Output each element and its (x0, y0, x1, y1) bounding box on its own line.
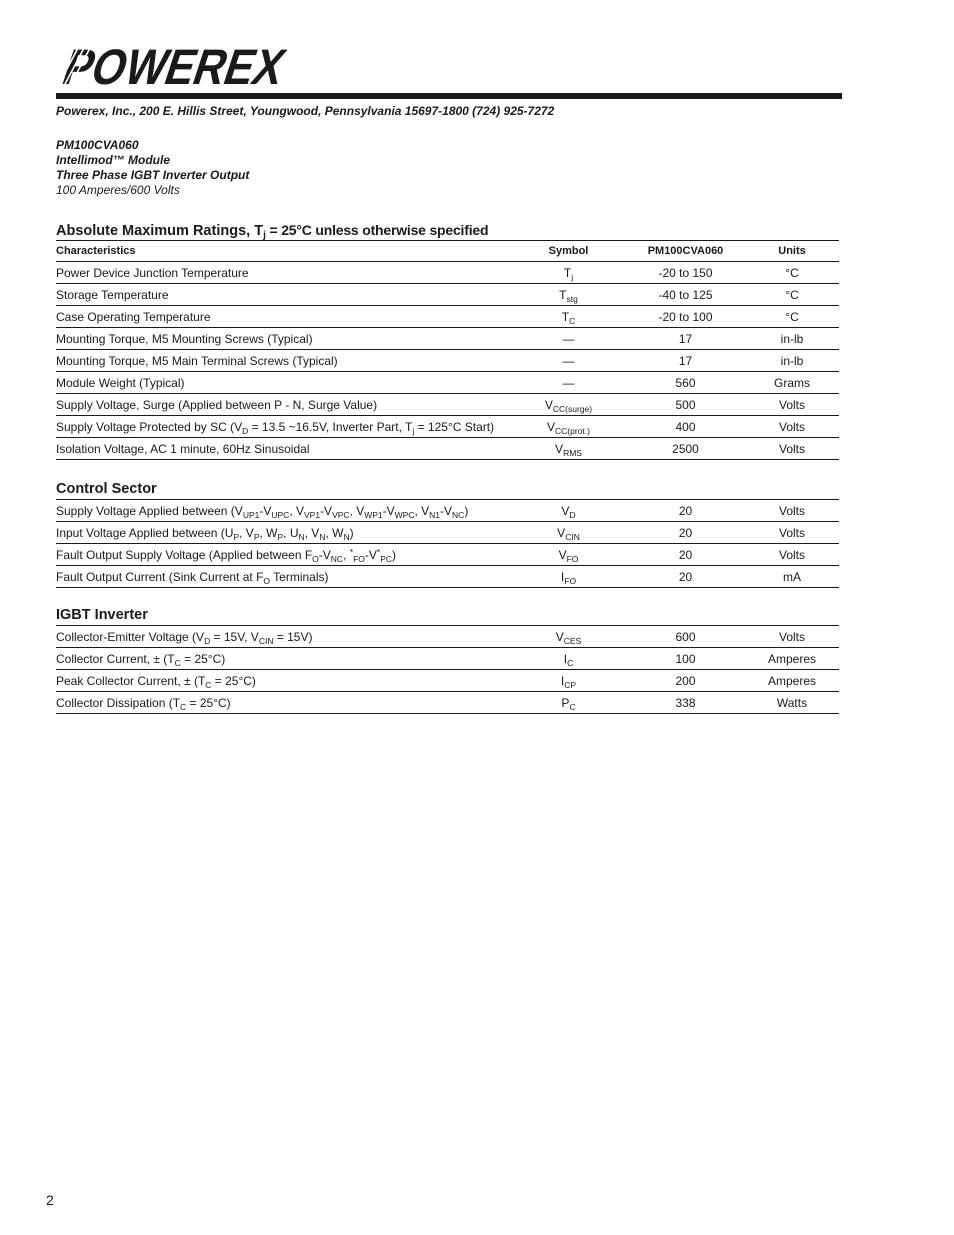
unit-cell: Volts (745, 500, 839, 522)
unit-cell: Grams (745, 372, 839, 394)
unit-cell: mA (745, 566, 839, 588)
table-row (56, 692, 839, 714)
characteristic-cell: Collector Current, ± $(T_C = 25^\circ C)$ (56, 648, 511, 670)
unit-cell: Amperes (745, 648, 839, 670)
control-sector-title: Control Sector (56, 481, 157, 497)
characteristic-cell: Fault Output Current (Sink Current at $F_O$ Terminals) (56, 566, 511, 588)
symbol-cell: — (511, 350, 626, 372)
absolute-ratings-table (56, 240, 839, 460)
unit-cell: °C (745, 284, 839, 306)
product-title-block (56, 138, 249, 198)
unit-cell: in-lb (745, 328, 839, 350)
value-cell: 20 (626, 566, 745, 588)
value-cell: 338 (626, 692, 745, 714)
unit-cell: Volts (745, 522, 839, 544)
table-row (56, 544, 839, 566)
header-part: PM100CVA060 (626, 241, 745, 262)
value-cell: 20 (626, 522, 745, 544)
control-sector-section (56, 479, 839, 588)
symbol-cell: $V_{FO}$ (511, 544, 626, 566)
unit-cell: Watts (745, 692, 839, 714)
unit-cell: °C (745, 306, 839, 328)
value-cell: 200 (626, 670, 745, 692)
unit-cell: Volts (745, 394, 839, 416)
table-row (56, 522, 839, 544)
characteristic-cell: Supply Voltage Protected by SC ($V_D = 13.5$ ~16.5V, Inverter Part, $T_j = 125^\circ C$ Start) (56, 416, 511, 438)
value-cell: 560 (626, 372, 745, 394)
characteristic-cell: Peak Collector Current, ± $(T_C = 25^\circ C)$ (56, 670, 511, 692)
absolute-ratings-rows (56, 262, 839, 460)
igbt-inverter-rows (56, 626, 839, 714)
part-number: PM100CVA060 (56, 138, 139, 152)
characteristic-cell: Isolation Voltage, AC 1 minute, 60Hz Sinusoidal (56, 438, 511, 460)
table-row (56, 670, 839, 692)
header-symbol: Symbol (511, 241, 626, 262)
symbol-cell: $I_C$ (511, 648, 626, 670)
igbt-inverter-title: IGBT Inverter (56, 607, 148, 623)
characteristic-cell: Mounting Torque, M5 Main Terminal Screws (Typical) (56, 350, 511, 372)
unit-cell: Amperes (745, 670, 839, 692)
table-row (56, 262, 839, 284)
symbol-cell: $T_j$ (511, 262, 626, 284)
header-characteristics: Characteristics (56, 241, 511, 262)
symbol-cell: $V_{RMS}$ (511, 438, 626, 460)
table-row (56, 500, 839, 522)
powerex-logo (56, 39, 330, 95)
absolute-ratings-title: Absolute Maximum Ratings, $T_j = 25^\circ C$ unless otherwise specified (56, 222, 489, 241)
value-cell: 500 (626, 394, 745, 416)
unit-cell: Volts (745, 626, 839, 648)
product-description: Three Phase IGBT Inverter Output (56, 168, 250, 182)
table-row (56, 438, 839, 460)
value-cell: 400 (626, 416, 745, 438)
product-rating: 100 Amperes/600 Volts (56, 183, 180, 197)
company-address: Powerex, Inc., 200 E. Hillis Street, Youngwood, Pennsylvania 15697-1800 (724) 925-7272 (56, 104, 555, 118)
symbol-cell: $V_{CC(surge)}$ (511, 394, 626, 416)
control-sector-rows (56, 500, 839, 588)
characteristic-cell: Storage Temperature (56, 284, 511, 306)
unit-cell: Volts (745, 438, 839, 460)
value-cell: -20 to 100 (626, 306, 745, 328)
table-row (56, 648, 839, 670)
characteristic-cell: Supply Voltage Applied between ($V_{UP1}-V_{UPC}$, $V_{VP1}-V_{VPC}$, $V_{WP1}-V_{WPC}$, $V_{N1}-V_{NC}$) (56, 500, 511, 522)
table-row (56, 328, 839, 350)
symbol-cell: $T_C$ (511, 306, 626, 328)
unit-cell: Volts (745, 416, 839, 438)
table-row (56, 626, 839, 648)
characteristic-cell: Collector Dissipation $(T_C = 25^\circ C)$ (56, 692, 511, 714)
product-family: Intellimod™ Module (56, 153, 170, 167)
symbol-cell: $V_D$ (511, 500, 626, 522)
symbol-cell: $P_C$ (511, 692, 626, 714)
characteristic-cell: Fault Output Supply Voltage (Applied between $F_O-V_{NC}$, $^*_{FO}-V^*_{PC}$) (56, 544, 511, 566)
characteristic-cell: Input Voltage Applied between ($U_P$, $V_P$, $W_P$, $U_N$, $V_N$, $W_N$) (56, 522, 511, 544)
header-units: Units (745, 241, 839, 262)
table-row (56, 306, 839, 328)
value-cell: 600 (626, 626, 745, 648)
page-number: 2 (46, 1192, 54, 1208)
characteristic-cell: Collector-Emitter Voltage ($V_D = 15V$, $V_{CIN} = 15V$) (56, 626, 511, 648)
symbol-cell: $I_{FO}$ (511, 566, 626, 588)
value-cell: 20 (626, 544, 745, 566)
symbol-cell: — (511, 372, 626, 394)
igbt-inverter-table (56, 625, 839, 714)
symbol-cell: $V_{CC(prot.)}$ (511, 416, 626, 438)
unit-cell: Volts (745, 544, 839, 566)
symbol-cell: $V_{CES}$ (511, 626, 626, 648)
table-row (56, 566, 839, 588)
symbol-cell: $V_{CIN}$ (511, 522, 626, 544)
header-rule (56, 93, 842, 99)
value-cell: 100 (626, 648, 745, 670)
logo-text: POWEREX (56, 39, 330, 95)
unit-cell: °C (745, 262, 839, 284)
symbol-cell: $T_{stg}$ (511, 284, 626, 306)
value-cell: 20 (626, 500, 745, 522)
igbt-inverter-section (56, 605, 839, 714)
symbol-cell: $I_{CP}$ (511, 670, 626, 692)
characteristic-cell: Module Weight (Typical) (56, 372, 511, 394)
value-cell: 2500 (626, 438, 745, 460)
characteristic-cell: Supply Voltage, Surge (Applied between P - N, Surge Value) (56, 394, 511, 416)
table-row (56, 416, 839, 438)
table-row (56, 372, 839, 394)
symbol-cell: — (511, 328, 626, 350)
unit-cell: in-lb (745, 350, 839, 372)
characteristic-cell: Mounting Torque, M5 Mounting Screws (Typical) (56, 328, 511, 350)
control-sector-table (56, 499, 839, 588)
absolute-ratings-section (56, 220, 839, 460)
table-row (56, 350, 839, 372)
table-header-row (56, 241, 839, 262)
value-cell: -20 to 150 (626, 262, 745, 284)
value-cell: 17 (626, 350, 745, 372)
table-row (56, 284, 839, 306)
characteristic-cell: Power Device Junction Temperature (56, 262, 511, 284)
characteristic-cell: Case Operating Temperature (56, 306, 511, 328)
table-row (56, 394, 839, 416)
value-cell: 17 (626, 328, 745, 350)
value-cell: -40 to 125 (626, 284, 745, 306)
